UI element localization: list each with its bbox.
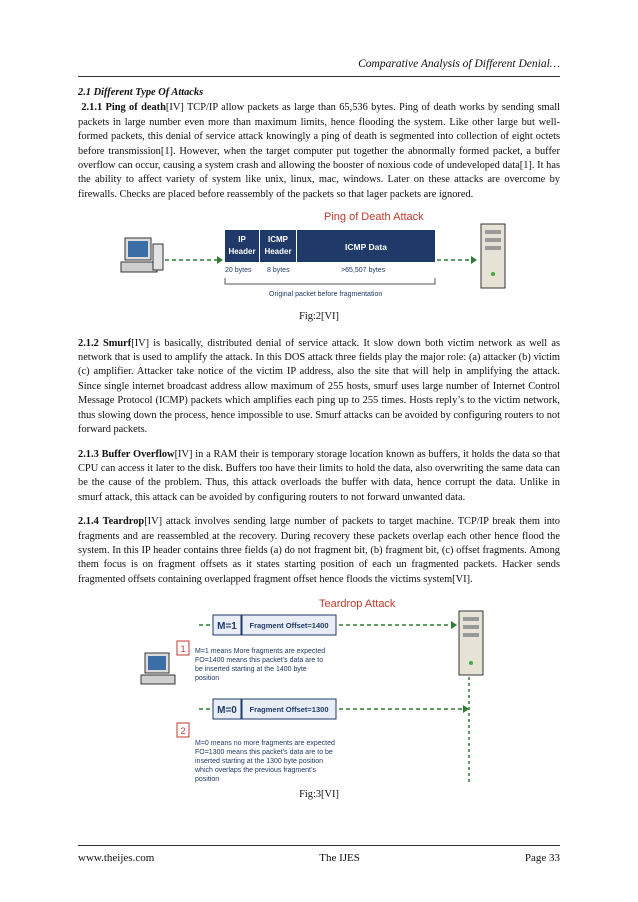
svg-text:IP: IP [238,235,246,245]
computer-icon [141,653,175,684]
subsection-title: Teardrop [102,516,145,528]
paragraph-text: is basically, distributed denial of service attack. It slow down both victim network as well as network that is used to amplify the attack. In this DOS attack three fields play the major role: (a) attacker (b) victim (c) amplifier. Attacker take notice of the victim IP address, also the site that will help in amplifying the attack. Since single internet broadcast address allow maximum of 255 hosts, smurf uses large number of Internet Control Message Protocol (ICMP) packets which amplifies each ping up to 255 times. Hosts reply’s to the victim network, thus slowing down the process, hence impossible to use. Smurf attacks can be avoided by configuring routers to not forward packets. [78,337,560,436]
footer-website: www.theijes.com [78,852,155,864]
svg-text:Header: Header [228,247,256,257]
subsection-number: 2.1.1 [81,102,103,114]
svg-text:Fragment Offset=1300: Fragment Offset=1300 [249,705,329,715]
running-header: Comparative Analysis of Different Denial… [358,58,560,70]
svg-text:M=1: M=1 [217,621,237,633]
svg-text:8 bytes: 8 bytes [267,267,290,275]
page-footer [78,852,560,864]
svg-text:FO=1300 means this packet’s da: FO=1300 means this packet’s data are to be [195,749,333,757]
fig3-caption: Fig:3[VI] [299,789,339,801]
server-icon [481,224,505,288]
fig3-title: Teardrop Attack [319,598,396,611]
paragraph-text: TCP/IP allow packets as large than 65,536 bytes. Ping of death works by sending small packets in large number even more than maximum limits, hence flooding the system. Like other large but well-formed packets, this denial of service attack knowingly a ping of death is segmented into collection of eight octets before transmission[1]. However, when the target computer put together the abnormally formed packet, a buffer overflow can occur, causing a system crash and allowing the booster of noxious code of undeveloped data[1]. It has the ability to affect variety of system like unix, linux, mac, windows. Later on these attacks are overcome by firewalls. Checks are placed before reassembly of the packets so that lager packets are ignored. [78,102,560,200]
reference: [IV] [131,337,150,349]
section-heading: 2.1 Different Type Of Attacks [78,87,204,98]
footer-journal: The IJES [319,852,360,864]
subsection-number: 2.1.2 [78,337,99,349]
svg-text:2: 2 [180,726,186,737]
reference: [IV] [165,102,184,114]
svg-text:>65,507 bytes: >65,507 bytes [341,267,386,275]
computer-icon [121,238,163,272]
subsection-title: Buffer Overflow [101,448,175,460]
reference: [IV] [174,448,193,460]
footer-page-number: Page 33 [524,852,560,864]
footer-divider [78,845,560,846]
svg-text:Header: Header [264,247,292,257]
paragraph-ping-of-death [78,101,560,202]
svg-text:Original packet before fragmen: Original packet before fragmentation [269,291,383,299]
paragraph-teardrop [78,515,560,587]
figure-teardrop [139,593,499,788]
svg-text:20 bytes: 20 bytes [225,267,252,275]
svg-text:FO=1400 means this packet’s da: FO=1400 means this packet’s data are to [195,657,324,665]
svg-text:position: position [195,776,220,784]
subsection-title: Ping of death [105,102,166,114]
reference: [IV] [144,516,163,528]
subsection-title: Smurf [102,337,132,349]
paragraph-text: in a RAM their is temporary storage location known as buffers, it holds the data so that CPU can access it later to the disk. Buffers too have their limits to hold the data, also overwriting the same data can be the cause of the problem. Thus, this attack overloads the buffer with data, hence corrupt the data. Unlike in smurf attack, this attack can be avoided by configuring routers to not forward unwanted data. [78,448,561,503]
subsection-number: 2.1.4 [78,516,99,528]
svg-text:which overlaps the previous fr: which overlaps the previous fragment’s [195,767,316,775]
svg-text:ICMP: ICMP [268,235,288,245]
svg-text:inserted starting at the 1300: inserted starting at the 1300 byte position [195,758,324,766]
paragraph-buffer-overflow [78,448,560,506]
svg-text:1: 1 [180,644,186,655]
svg-text:be inserted starting at the 14: be inserted starting at the 1400 byte [195,666,307,674]
svg-text:M=0 means no more fragments ar: M=0 means no more fragments are expected [195,740,335,748]
paragraph-text: attack involves sending large number of packets to target machine. TCP/IP break them into fragments and are reassembled at the recovery. During recovery these packets overlap each other hence flood the system. In this IP header contains three fields (a) do not fragment bit, (b) fragment bit, (c) offset fragments. Among them focus is on fragment offsets as it states starting position of each un fragmented packets. Hacker sends fragmented offsets containing overlapped fragment offset hence floods the victims system[VI]. [78,516,560,585]
svg-text:Fragment Offset=1400: Fragment Offset=1400 [249,621,329,631]
svg-text:ICMP Data: ICMP Data [345,242,387,253]
paragraph-smurf [78,337,560,438]
server-icon [459,611,483,675]
svg-text:position: position [195,675,220,683]
figure-ping-of-death [119,208,519,306]
packet-bracket [225,278,435,284]
svg-text:M=0: M=0 [217,705,237,717]
svg-text:M=1 means More fragments are e: M=1 means More fragments are expected [195,648,326,656]
fig2-title: Ping of Death Attack [324,211,424,224]
header-divider [78,76,560,77]
fig2-caption: Fig:2[VI] [299,311,339,323]
ping-of-death-diagram [119,208,519,306]
subsection-number: 2.1.3 [78,448,99,460]
page-body [78,86,560,803]
teardrop-diagram [139,593,499,788]
